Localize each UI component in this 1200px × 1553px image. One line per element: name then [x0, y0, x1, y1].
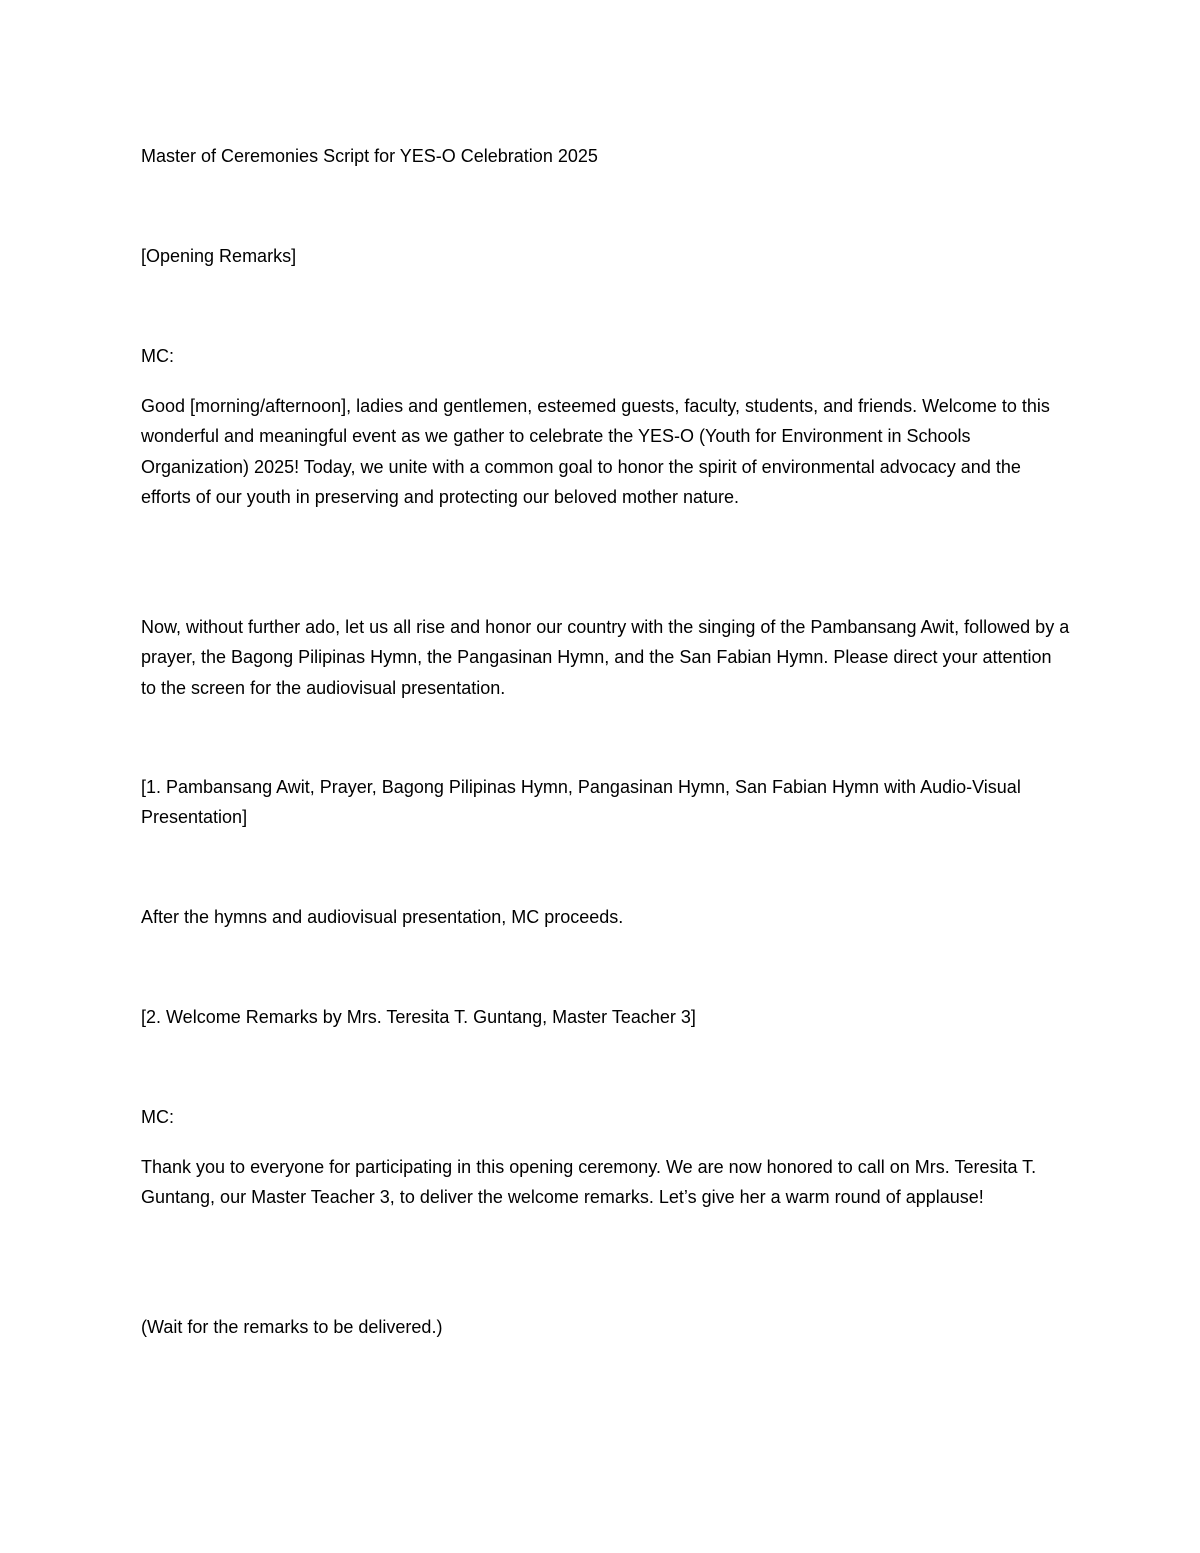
after-hymns-note: After the hymns and audiovisual presentation, MC proceeds.: [141, 907, 624, 927]
thank-you-paragraph: Thank you to everyone for participating in this opening ceremony. We are now honored to call on Mrs. Teresita T. Guntang, our Master Teacher 3, to deliver the welcome remarks. Let’s give her a warm round of applause!: [141, 1157, 1037, 1208]
opening-remarks-heading: [Opening Remarks]: [141, 246, 297, 266]
wait-note: (Wait for the remarks to be delivered.): [141, 1317, 443, 1337]
mc-label-2: MC:: [141, 1107, 174, 1127]
anthem-paragraph: Now, without further ado, let us all rise and honor our country with the singing of the Pambansang Awit, followed by a prayer, the Bagong Pilipinas Hymn, the Pangasinan Hymn, and the San Fabian Hymn. Please direct your attention to the screen for the audiovisual presentation.: [141, 617, 1070, 698]
mc-label: MC:: [141, 346, 174, 366]
welcome-paragraph: Good [morning/afternoon], ladies and gentlemen, esteemed guests, faculty, students, and friends. Welcome to this wonderful and meaningful event as we gather to celebrate the YES-O (Youth for Environment in Schools Organization) 2025! Today, we unite with a common goal to honor the spirit of environmental advocacy and the efforts of our youth in preserving and protecting our beloved mother nature.: [141, 396, 1050, 507]
program-item-1: [1. Pambansang Awit, Prayer, Bagong Pilipinas Hymn, Pangasinan Hymn, San Fabian Hymn with Audio-Visual Presentation]: [141, 777, 1021, 828]
program-item-2: [2. Welcome Remarks by Mrs. Teresita T. Guntang, Master Teacher 3]: [141, 1007, 696, 1027]
document-title: Master of Ceremonies Script for YES-O Celebration 2025: [141, 146, 598, 166]
